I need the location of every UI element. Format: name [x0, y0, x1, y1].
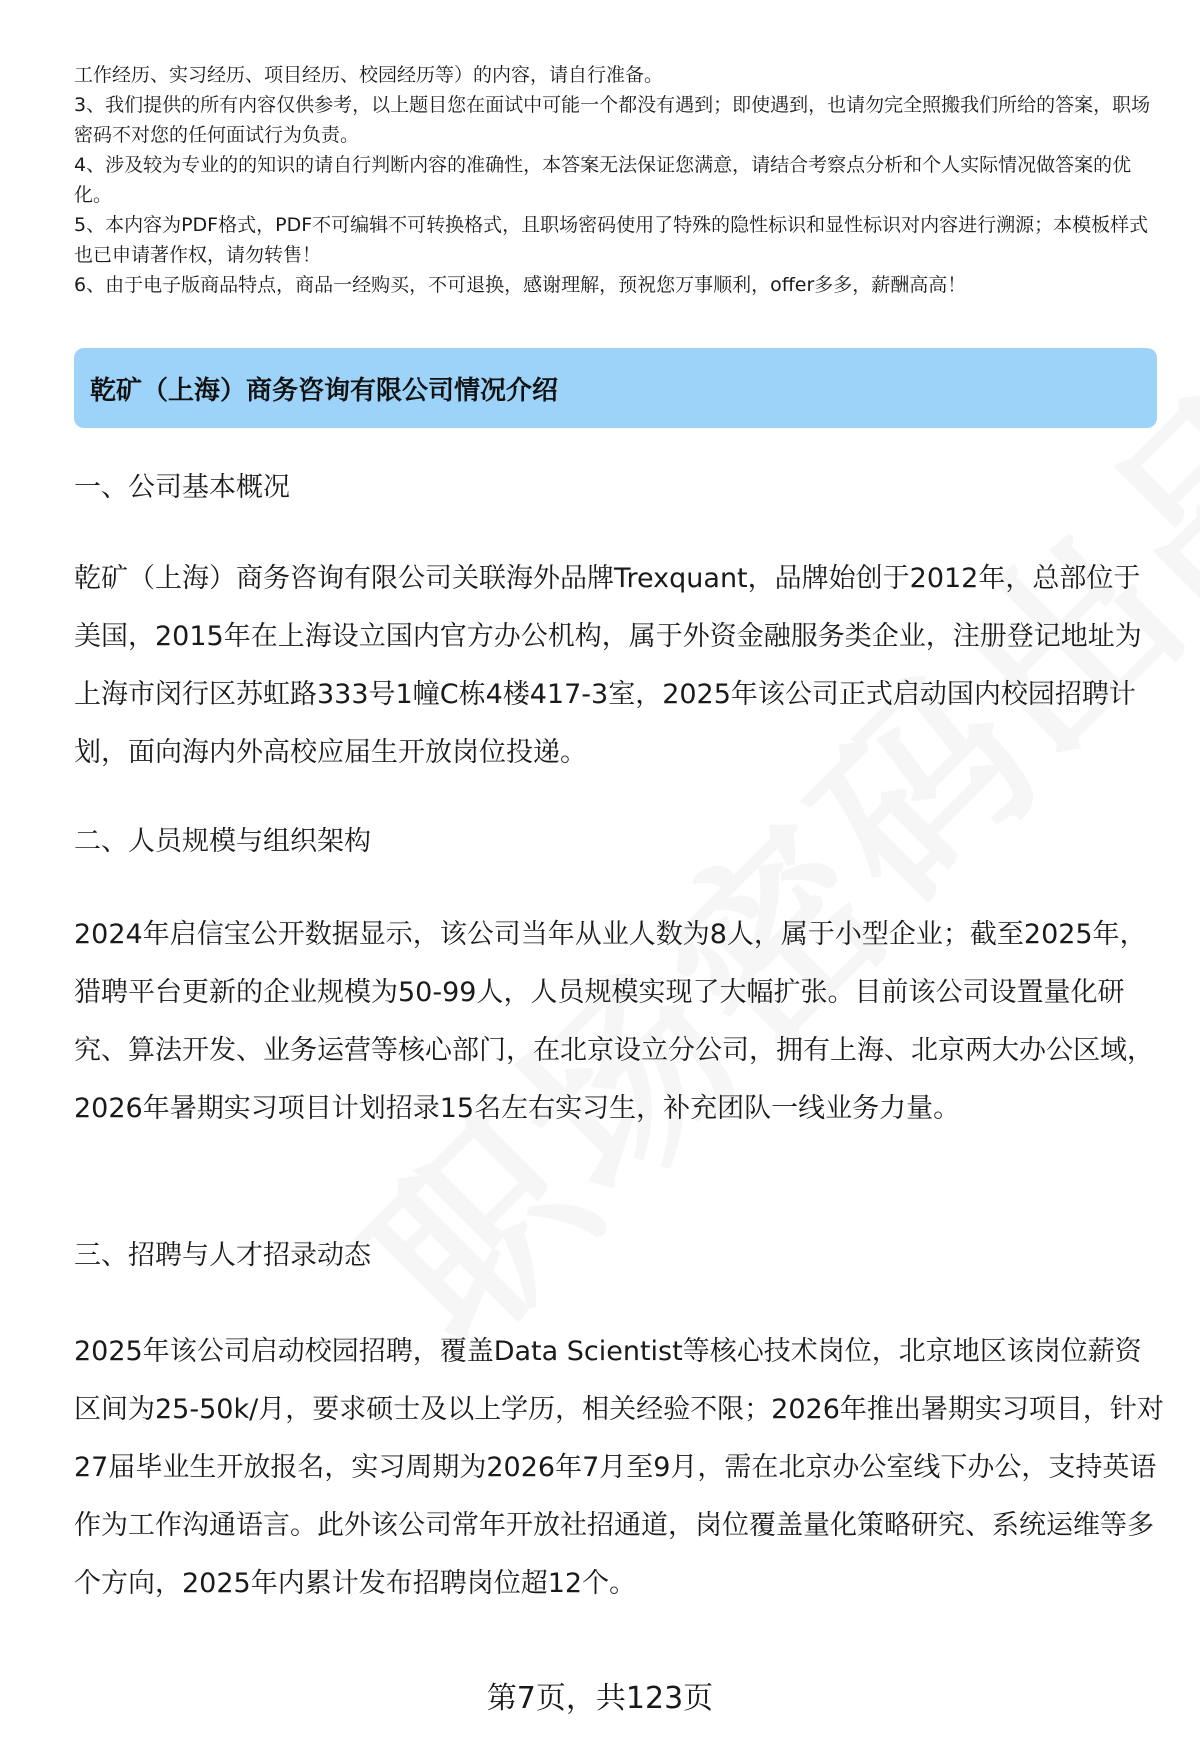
section-paragraph: 2025年该公司启动校园招聘，覆盖Data Scientist等核心技术岗位，北京地区该岗位薪资区间为25-50k/月，要求硕士及以上学历，相关经验不限；2026年推出暑期实习项目，针对27届毕业生开放报名，实习周期为2026年7月至9月，需在北京办公室线下办公，支持英语作为工作沟通语言。此外该公司常年开放社招通道，岗位覆盖量化策略研究、系统运维等多个方向，2025年内累计发布招聘岗位超12个。: [74, 1336, 1164, 1599]
section-staff: [74, 822, 1164, 862]
note-line: 工作经历、实习经历、项目经历、校园经历等）的内容，请自行准备。: [74, 64, 664, 86]
note-line: 3、我们提供的所有内容仅供参考，以上题目您在面试中可能一个都没有遇到；即使遇到，也请勿完全照搬我们所给的答案，职场密码不对您的任何面试行为负责。: [74, 94, 1151, 146]
section-heading: 一、公司基本概况: [74, 472, 290, 503]
section-heading: 三、招聘与人才招录动态: [74, 1240, 371, 1271]
section-recruitment-body: [74, 1323, 1164, 1613]
page-number: 第7页，共123页: [486, 1681, 714, 1716]
section-paragraph: 2024年启信宝公开数据显示，该公司当年从业人数为8人，属于小型企业；截至2025年，猎聘平台更新的企业规模为50-99人，人员规模实现了大幅扩张。目前该公司设置量化研究、算法开发、业务运营等核心部门，在北京设立分公司，拥有上海、北京两大办公区域，2026年暑期实习项目计划招录15名左右实习生，补充团队一线业务力量。: [74, 919, 1154, 1124]
note-line: 5、本内容为PDF格式，PDF不可编辑不可转换格式，且职场密码使用了特殊的隐性标识和显性标识对内容进行溯源；本模板样式也已申请著作权，请勿转售！: [74, 214, 1149, 266]
section-title: 乾矿（上海）商务咨询有限公司情况介绍: [90, 375, 559, 406]
section-recruitment: [74, 1236, 1164, 1276]
section-title-banner: [74, 348, 1157, 428]
section-paragraph: 乾矿（上海）商务咨询有限公司关联海外品牌Trexquant，品牌始创于2012年，总部位于美国，2015年在上海设立国内官方办公机构，属于外资金融服务类企业，注册登记地址为上海市闵行区苏虹路333号1幢C栋4楼417-3室，2025年该公司正式启动国内校园招聘计划，面向海内外高校应届生开放岗位投递。: [74, 563, 1142, 768]
section-overview-body: [74, 550, 1164, 782]
section-staff-body: [74, 906, 1164, 1138]
section-overview: [74, 468, 1164, 508]
note-line: 4、涉及较为专业的的知识的请自行判断内容的准确性，本答案无法保证您满意，请结合考察点分析和个人实际情况做答案的优化。: [74, 154, 1132, 206]
section-heading: 二、人员规模与组织架构: [74, 826, 371, 857]
disclaimer-notes: [74, 60, 1154, 300]
note-line: 6、由于电子版商品特点，商品一经购买，不可退换，感谢理解，预祝您万事顺利，offer多多，薪酬高高！: [74, 274, 967, 296]
